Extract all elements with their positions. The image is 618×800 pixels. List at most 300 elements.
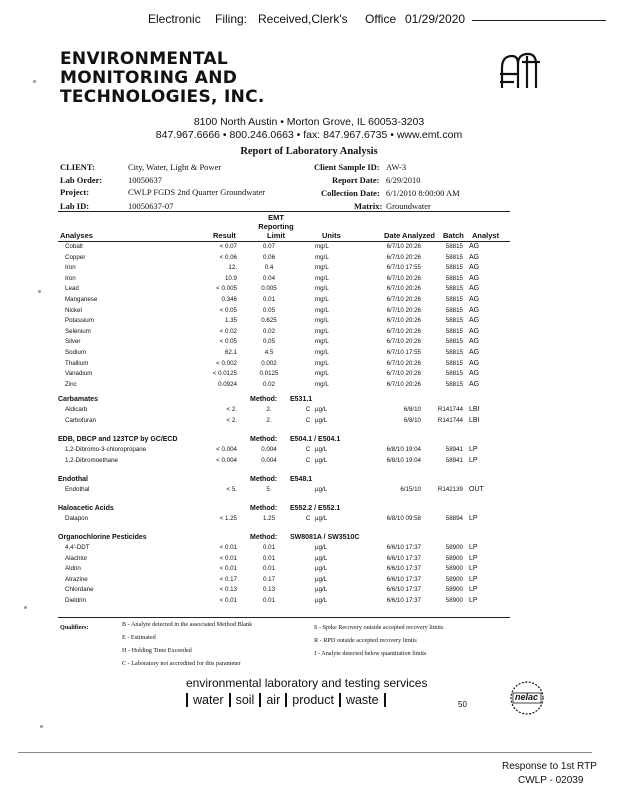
- units: µg/L: [315, 515, 328, 522]
- date-analyzed: 6/8/10 09:58: [386, 515, 421, 522]
- result-value: < 0.004: [216, 446, 237, 453]
- col-limit: [254, 213, 298, 240]
- section-table: [58, 514, 493, 525]
- table-row: [58, 456, 493, 467]
- units: µg/L: [315, 416, 328, 424]
- qualifier-flag: [301, 485, 315, 496]
- table-row: [58, 554, 493, 565]
- units: mg/L: [315, 348, 329, 356]
- analyst-initials: AG: [469, 274, 480, 282]
- col-analyses: Analyses: [60, 231, 93, 240]
- batch-number: 58941: [445, 446, 463, 453]
- table-row: [58, 327, 493, 338]
- reporting-limit: 0.01: [262, 295, 276, 303]
- method-value: E552.2 / E552.1: [290, 505, 341, 512]
- batch-number: 58900: [445, 596, 463, 604]
- result-value: < 5.: [226, 486, 237, 493]
- table-row: [58, 359, 493, 370]
- table-row: [58, 514, 493, 525]
- result-value: < 0.004: [216, 456, 237, 464]
- reporting-limit: 0.002: [261, 359, 277, 367]
- table-row: [58, 316, 493, 327]
- result-value: 0.0924: [218, 380, 237, 388]
- stamp-line: [472, 20, 606, 21]
- batch-number: R142139: [437, 486, 463, 493]
- reporting-limit: 1.25: [262, 515, 276, 522]
- batch-number: 58900: [445, 544, 463, 551]
- sample-id-value: AW-3: [386, 162, 407, 172]
- section-table: [58, 485, 493, 496]
- qualifier-flag: [301, 575, 315, 586]
- section-table: [58, 445, 493, 466]
- units: µg/L: [315, 565, 328, 573]
- units: µg/L: [315, 586, 328, 594]
- analyte-name: Sodium: [65, 348, 86, 356]
- header-divider: [58, 211, 510, 212]
- qualifier-j: J - Analyte detected below quantitation limits: [314, 650, 427, 657]
- date-analyzed: 6/7/10 20:26: [386, 243, 421, 250]
- units: mg/L: [315, 274, 329, 282]
- analyte-name: Chlordane: [65, 586, 94, 594]
- analyst-initials: AG: [469, 380, 480, 388]
- result-value: < 1.25: [219, 515, 237, 522]
- qualifier-flag: C: [305, 446, 311, 453]
- analyte-name: 1,2-Dibromo-3-chloropropane: [65, 446, 147, 453]
- qualifier-flag: [301, 263, 315, 274]
- result-value: 62.1: [224, 348, 237, 356]
- analyte-name: Copper: [65, 253, 86, 261]
- table-row: [58, 348, 493, 359]
- nelac-text: nelac: [515, 692, 539, 702]
- date-analyzed: 6/8/10: [403, 406, 421, 413]
- analyte-name: Dalapon: [65, 515, 89, 522]
- units: mg/L: [315, 380, 329, 388]
- date-analyzed: 6/7/10 20:26: [386, 370, 421, 378]
- method-label: Method:: [250, 436, 278, 443]
- analyst-initials: AG: [469, 295, 480, 303]
- batch-number: 58815: [445, 295, 463, 303]
- analyst-initials: AG: [469, 338, 480, 346]
- lab-id-value: 10050637-07: [128, 201, 174, 211]
- analyst-initials: AG: [469, 306, 480, 314]
- qualifier-b: B - Analyte detected in the associated Method Blank: [122, 621, 253, 628]
- date-analyzed: 6/7/10 20:26: [386, 274, 421, 282]
- qualifier-flag: C: [305, 456, 311, 464]
- batch-number: 58900: [445, 586, 463, 594]
- lab-id-label: Lab ID:: [60, 201, 90, 211]
- table-row: [58, 284, 493, 295]
- batch-number: 58815: [445, 380, 463, 388]
- metals-table: [58, 242, 493, 390]
- analyte-name: Iron: [65, 264, 76, 272]
- nelac-logo: [506, 680, 548, 716]
- qualifier-e: E - Estimated: [122, 634, 156, 641]
- result-value: 0.346: [221, 295, 237, 303]
- table-row: [58, 405, 493, 416]
- project-label: Project:: [60, 187, 90, 197]
- batch-number: 58815: [445, 370, 463, 378]
- units: mg/L: [315, 327, 329, 335]
- date-analyzed: 6/7/10 20:26: [386, 338, 421, 346]
- col-limit-line-3: Limit: [267, 231, 285, 240]
- col-result: Result: [213, 231, 236, 240]
- analyte-name: Atrazine: [65, 575, 88, 583]
- analyst-initials: LBI: [469, 416, 480, 424]
- analyst-initials: LP: [469, 544, 478, 551]
- units: mg/L: [315, 295, 329, 303]
- batch-number: 58815: [445, 348, 463, 356]
- qualifier-flag: C: [305, 406, 311, 413]
- section-title: Endothal: [58, 476, 88, 483]
- qualifier-flag: [301, 253, 315, 264]
- table-row: [58, 306, 493, 317]
- analyte-name: Potassium: [65, 317, 94, 325]
- reporting-limit: 0.004: [261, 456, 277, 464]
- qualifier-flag: [301, 274, 315, 285]
- units: mg/L: [315, 264, 329, 272]
- analyte-name: 4,4'-DDT: [65, 544, 90, 551]
- analyst-initials: LBI: [469, 406, 480, 413]
- analyte-name: Aldrin: [65, 565, 81, 573]
- reporting-limit: 4.5: [264, 348, 274, 356]
- analyte-name: Thallium: [65, 359, 89, 367]
- filing-stamp-received: Received,Clerk's: [258, 12, 348, 26]
- analyst-initials: AG: [469, 243, 480, 250]
- qualifier-flag: [301, 348, 315, 359]
- date-analyzed: 6/6/10 17:37: [386, 554, 421, 562]
- qualifier-flag: [301, 543, 315, 554]
- result-value: 10.9: [224, 274, 237, 282]
- batch-number: 58941: [445, 456, 463, 464]
- reporting-limit: 0.04: [262, 274, 276, 282]
- result-value: < 0.002: [216, 359, 237, 367]
- analyst-initials: LP: [469, 565, 478, 573]
- date-analyzed: 6/7/10 20:26: [386, 253, 421, 261]
- analyte-name: Carbofuran: [65, 416, 96, 424]
- service-water: water: [186, 693, 229, 707]
- reporting-limit: 0.01: [262, 554, 276, 562]
- result-value: < 0.06: [219, 253, 237, 261]
- analyst-initials: LP: [469, 515, 478, 522]
- qualifier-flag: [301, 564, 315, 575]
- col-analyst: Analyst: [472, 231, 500, 240]
- page-number: 50: [458, 700, 467, 709]
- batch-number: 58815: [445, 243, 463, 250]
- qualifier-flag: [301, 327, 315, 338]
- result-value: < 0.17: [219, 575, 237, 583]
- analyte-name: Nickel: [65, 306, 82, 314]
- table-row: [58, 380, 493, 391]
- section-table: [58, 543, 493, 607]
- table-row: [58, 274, 493, 285]
- analyst-initials: OUT: [469, 486, 484, 493]
- col-limit-line-2: Reporting: [258, 222, 294, 231]
- units: µg/L: [315, 596, 328, 604]
- reporting-limit: 2.: [266, 406, 272, 413]
- date-analyzed: 6/7/10 20:26: [386, 317, 421, 325]
- scan-speck: [38, 290, 41, 293]
- analyst-initials: LP: [469, 586, 478, 594]
- table-row: [58, 295, 493, 306]
- reporting-limit: 0.13: [262, 586, 276, 594]
- filing-stamp-electronic: Electronic: [148, 12, 201, 26]
- lab-order-label: Lab Order:: [60, 175, 103, 185]
- analyst-initials: LP: [469, 456, 478, 464]
- date-analyzed: 6/8/10 19:04: [386, 446, 421, 453]
- report-date-label: Report Date:: [332, 175, 380, 185]
- table-row: [58, 263, 493, 274]
- result-value: < 0.01: [219, 596, 237, 604]
- collection-date-label: Collection Date:: [321, 188, 380, 198]
- qualifiers-divider: [58, 617, 510, 618]
- company-name: [60, 50, 265, 107]
- project-value: CWLP FGDS 2nd Quarter Groundwater: [128, 187, 266, 197]
- units: µg/L: [315, 554, 328, 562]
- method-value: E504.1 / E504.1: [290, 436, 341, 443]
- qualifier-flag: [301, 369, 315, 380]
- service-air: air: [259, 693, 285, 707]
- analyst-initials: AG: [469, 327, 480, 335]
- analyst-initials: AG: [469, 285, 480, 293]
- batch-number: 58815: [445, 338, 463, 346]
- date-analyzed: 6/8/10 19:04: [386, 456, 421, 464]
- matrix-label: Matrix:: [354, 201, 383, 211]
- qualifier-flag: [301, 242, 315, 253]
- units: µg/L: [315, 456, 328, 464]
- result-value: < 0.13: [219, 586, 237, 594]
- batch-number: 58900: [445, 575, 463, 583]
- result-value: 1.35: [224, 317, 237, 325]
- section-table: [58, 405, 493, 426]
- analyst-initials: AG: [469, 348, 480, 356]
- method-label: Method:: [250, 505, 278, 512]
- analyst-initials: LP: [469, 554, 478, 562]
- filing-stamp-filing: Filing:: [215, 12, 248, 26]
- scan-speck: [33, 80, 36, 83]
- qualifier-s: S - Spike Recovery outside accepted recovery limits: [314, 624, 444, 631]
- col-batch: Batch: [443, 231, 464, 240]
- analyte-name: Alachlor: [65, 554, 88, 562]
- table-row: [58, 543, 493, 554]
- section-title: Carbamates: [58, 396, 99, 403]
- method-label: Method:: [250, 476, 278, 483]
- reporting-limit: 0.01: [262, 565, 276, 573]
- result-value: < 0.01: [219, 544, 237, 551]
- company-name-line-2: MONITORING AND: [60, 68, 238, 88]
- units: mg/L: [315, 370, 329, 378]
- units: mg/L: [315, 306, 329, 314]
- analyte-name: Cobalt: [65, 243, 83, 250]
- qualifiers-label: Qualifiers:: [60, 624, 89, 631]
- reporting-limit: 0.05: [262, 306, 276, 314]
- client-value: City, Water, Light & Power: [128, 162, 222, 172]
- analyte-name: Zinc: [65, 380, 77, 388]
- lab-order-value: 10050637: [128, 175, 162, 185]
- analyte-name: Aldicarb: [65, 406, 88, 413]
- batch-number: 58815: [445, 317, 463, 325]
- reporting-limit: 0.4: [264, 264, 274, 272]
- reporting-limit: 0.05: [262, 338, 276, 346]
- result-value: < 2.: [226, 406, 237, 413]
- analyte-name: Vanadium: [65, 370, 93, 378]
- units: mg/L: [315, 317, 329, 325]
- qualifier-flag: [301, 359, 315, 370]
- units: mg/L: [315, 338, 329, 346]
- bates-number: CWLP - 02039: [518, 775, 584, 786]
- batch-number: 58815: [445, 285, 463, 293]
- batch-number: 58815: [445, 274, 463, 282]
- result-value: < 0.01: [219, 565, 237, 573]
- qualifier-c: C - Laboratory not accredited for this parameter: [122, 660, 241, 667]
- reporting-limit: 2.: [266, 416, 272, 424]
- response-note: Response to 1st RTP: [502, 761, 597, 772]
- units: mg/L: [315, 285, 329, 293]
- qualifier-r: R - RPD outside accepted recovery limits: [314, 637, 417, 644]
- filing-stamp-office: Office: [365, 12, 397, 26]
- report-title: Report of Laboratory Analysis: [240, 146, 378, 157]
- service-soil: soil: [229, 693, 260, 707]
- analyst-initials: LP: [469, 596, 478, 604]
- qualifier-flag: C: [305, 515, 311, 522]
- services-list: [186, 693, 386, 707]
- analyst-initials: AG: [469, 317, 480, 325]
- analyst-initials: AG: [469, 253, 480, 261]
- analyte-name: Manganese: [65, 295, 98, 303]
- batch-number: 58900: [445, 554, 463, 562]
- analyst-initials: LP: [469, 446, 478, 453]
- date-analyzed: 6/7/10 20:26: [386, 285, 421, 293]
- date-analyzed: 6/7/10 20:26: [386, 295, 421, 303]
- date-analyzed: 6/7/10 20:26: [386, 306, 421, 314]
- reporting-limit: 5.: [266, 486, 272, 493]
- batch-number: 58894: [445, 515, 463, 522]
- reporting-limit: 0.01: [262, 544, 276, 551]
- units: mg/L: [315, 253, 329, 261]
- matrix-value: Groundwater: [386, 201, 431, 211]
- sample-id-label: Client Sample ID:: [314, 162, 380, 172]
- table-row: [58, 337, 493, 348]
- qualifier-flag: [301, 554, 315, 565]
- date-analyzed: 6/6/10 17:37: [386, 544, 421, 551]
- reporting-limit: 0.07: [262, 243, 276, 250]
- result-value: < 0.01: [219, 554, 237, 562]
- units: µg/L: [315, 544, 328, 551]
- method-value: E548.1: [290, 476, 313, 483]
- method-value: SW8081A / SW3510C: [290, 534, 360, 541]
- method-label: Method:: [250, 534, 278, 541]
- units: µg/L: [315, 486, 328, 493]
- qualifier-flag: [301, 337, 315, 348]
- footer-tagline: environmental laboratory and testing services: [186, 676, 428, 690]
- qualifier-h: H - Holding Time Exceeded: [122, 647, 192, 654]
- table-row: [58, 253, 493, 264]
- table-row: [58, 564, 493, 575]
- result-value: 12.: [228, 264, 237, 272]
- units: mg/L: [315, 243, 329, 250]
- company-phones: 847.967.6666 • 800.246.0663 • fax: 847.967.6735 • www.emt.com: [155, 129, 463, 141]
- date-analyzed: 6/7/10 20:26: [386, 359, 421, 367]
- analyte-name: Endothal: [65, 486, 90, 493]
- qualifier-flag: [301, 284, 315, 295]
- table-row: [58, 585, 493, 596]
- col-units: Units: [322, 231, 341, 240]
- date-analyzed: 6/6/10 17:37: [386, 596, 421, 604]
- analyst-initials: LP: [469, 575, 478, 583]
- batch-number: 58900: [445, 565, 463, 573]
- date-analyzed: 6/8/10: [403, 416, 421, 424]
- reporting-limit: 0.02: [262, 380, 276, 388]
- result-value: < 2.: [226, 416, 237, 424]
- reporting-limit: 0.005: [261, 285, 277, 293]
- result-value: < 0.005: [216, 285, 237, 293]
- company-name-line-1: ENVIRONMENTAL: [60, 49, 229, 69]
- result-value: < 0.0125: [212, 370, 237, 378]
- batch-number: 58815: [445, 264, 463, 272]
- collection-date-value: 6/1/2010 8:00:00 AM: [386, 188, 460, 198]
- col-limit-line-1: EMT: [268, 213, 284, 222]
- report-date-value: 6/29/2010: [386, 175, 421, 185]
- qualifier-flag: [301, 306, 315, 317]
- analyte-name: Lead: [65, 285, 79, 293]
- reporting-limit: 0.06: [262, 253, 276, 261]
- section-title: EDB, DBCP and 123TCP by GC/ECD: [58, 436, 178, 443]
- qualifier-flag: C: [305, 416, 311, 424]
- date-analyzed: 6/7/10 17:55: [386, 264, 421, 272]
- method-label: Method:: [250, 396, 278, 403]
- analyte-name: Selenium: [65, 327, 91, 335]
- date-analyzed: 6/7/10 20:26: [386, 380, 421, 388]
- col-date: Date Analyzed: [384, 231, 435, 240]
- batch-number: R141744: [437, 416, 463, 424]
- date-analyzed: 6/15/10: [400, 486, 421, 493]
- scan-speck: [40, 725, 43, 728]
- reporting-limit: 0.0125: [259, 370, 279, 378]
- result-value: < 0.05: [219, 306, 237, 314]
- section-title: Haloacetic Acids: [58, 505, 114, 512]
- qualifier-flag: [301, 596, 315, 607]
- qualifier-flag: [301, 585, 315, 596]
- table-row: [58, 485, 493, 496]
- batch-number: R141744: [437, 406, 463, 413]
- units: µg/L: [315, 575, 328, 583]
- filing-stamp-date: 01/29/2020: [405, 12, 466, 26]
- analyte-name: Dieldrin: [65, 596, 86, 604]
- batch-number: 58815: [445, 327, 463, 335]
- company-address: 8100 North Austin • Morton Grove, IL 60053-3203: [193, 116, 425, 128]
- bottom-scan-line: [18, 752, 592, 753]
- result-value: < 0.05: [219, 338, 237, 346]
- analyst-initials: AG: [469, 370, 480, 378]
- table-row: [58, 242, 493, 253]
- table-row: [58, 369, 493, 380]
- analyte-name: Iron: [65, 274, 76, 282]
- units: µg/L: [315, 446, 328, 453]
- date-analyzed: 6/6/10 17:37: [386, 586, 421, 594]
- analyst-initials: AG: [469, 359, 480, 367]
- qualifier-flag: [301, 316, 315, 327]
- date-analyzed: 6/6/10 17:37: [386, 565, 421, 573]
- batch-number: 58815: [445, 306, 463, 314]
- date-analyzed: 6/7/10 20:26: [386, 327, 421, 335]
- section-title: Organochlorine Pesticides: [58, 534, 147, 541]
- method-value: E531.1: [290, 396, 313, 403]
- analyte-name: 1,2-Dibromoethane: [65, 456, 118, 464]
- units: mg/L: [315, 359, 329, 367]
- reporting-limit: 0.625: [261, 317, 277, 325]
- service-waste: waste: [339, 693, 386, 707]
- service-product: product: [285, 693, 339, 707]
- emt-logo-icon: [496, 48, 546, 96]
